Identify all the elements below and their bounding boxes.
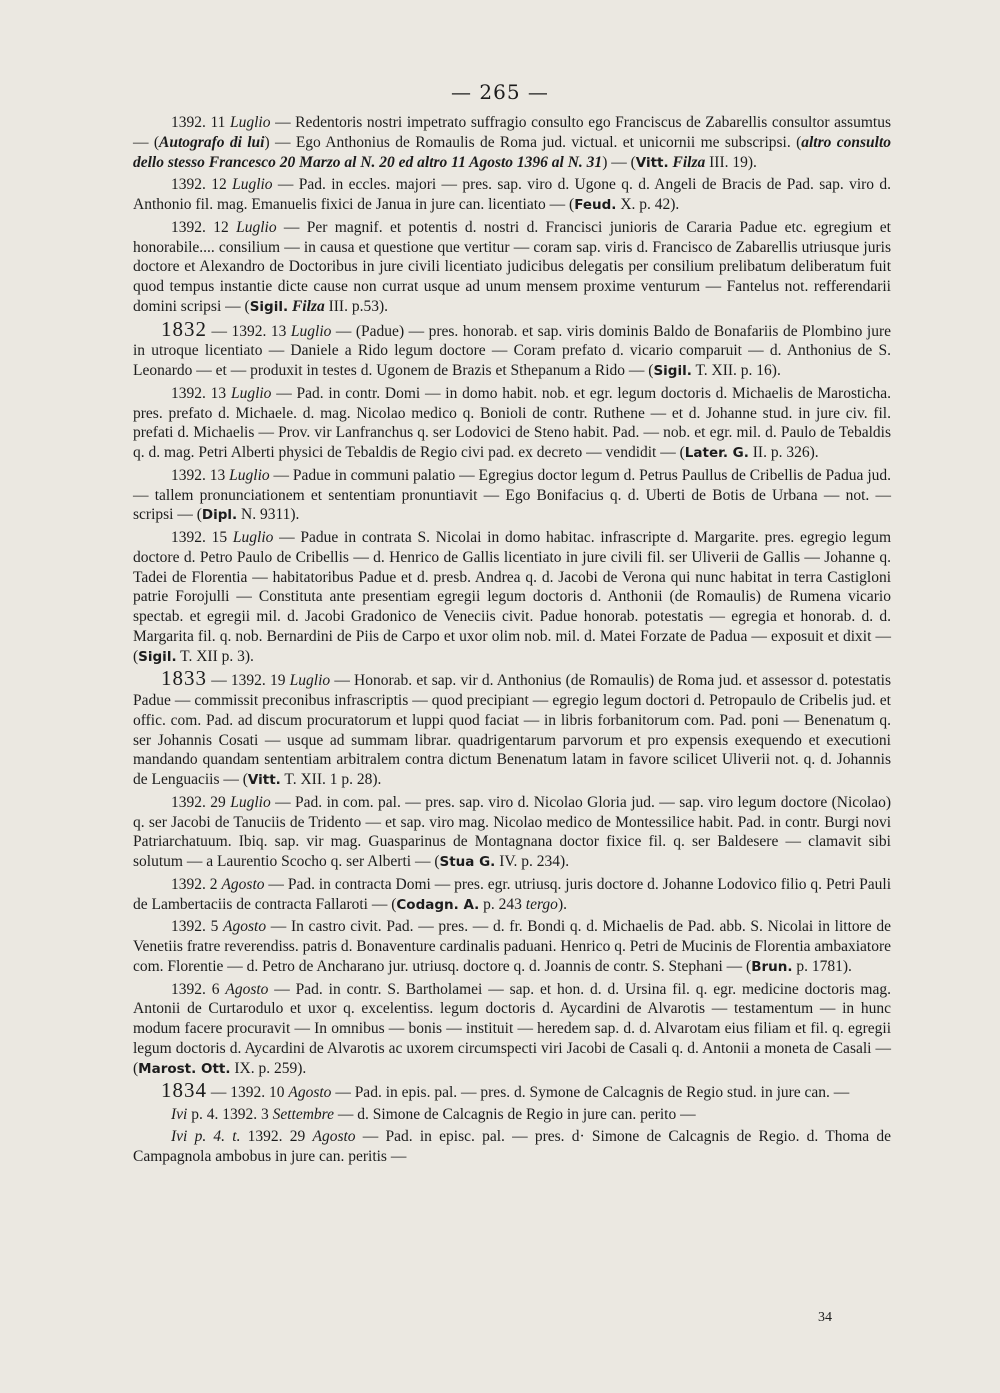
entry-reference: T. XII. 1 p. 28). <box>280 771 382 788</box>
entry-month: Agosto <box>221 875 265 893</box>
entry-date: 1392. 29 <box>171 793 231 811</box>
entry-9 <box>133 793 891 873</box>
entry-month: Agosto <box>223 918 267 936</box>
entry-month: Luglio <box>236 218 277 236</box>
entry-month: Luglio <box>230 384 272 402</box>
entry-reference: IX. p. 259). <box>230 1059 307 1077</box>
entry-reference: X. p. 42). <box>616 196 680 213</box>
entry-text: — Redentoris nostri impetrato suffragio consulto ego Franciscus de Zabarellis consultor assumtus — ( <box>133 114 891 151</box>
entry-source: Vitt. <box>635 154 669 171</box>
entry-4 <box>133 316 891 382</box>
entry-source: Feud. <box>574 197 617 213</box>
entry-reference: N. 9311). <box>237 506 300 524</box>
entry-reference: III. 19). <box>705 153 757 171</box>
entry-date: 1392. 12 <box>171 218 237 236</box>
entry-15 <box>133 1127 891 1167</box>
entry-date: 1392. 29 <box>240 1127 313 1145</box>
document-number: 1832 <box>161 316 207 341</box>
entry-13 <box>133 1078 891 1103</box>
signature-mark: 34 <box>818 1310 832 1325</box>
entry-date: 1392. 13 <box>171 384 231 402</box>
document-body <box>133 113 891 1168</box>
entry-month: Agosto <box>225 980 269 998</box>
entry-text: — In castro civit. Pad. — pres. — d. fr. Bondi q. d. Michaelis de Pad. abb. S. Nicolai in littore de Venetiis fratre reverendiss. patris d. Bonaventure cardinalis paduani. Henrico q. Petri de Mucinis de Florentia ambaxiatore com. Florentie — d. Petro de Ancharano jur. utriusq. doctore q. d. Joannis de contr. S. Stephani — ( <box>133 918 892 975</box>
entry-14 <box>133 1105 891 1125</box>
entry-text: — Pad. in eccles. majori — pres. sap. viro d. Ugone q. d. Angeli de Bracis de Pad. sap. viro d. Anthonio fil. mag. Emanuelis fixici de Janua in jure can. licentiato — ( <box>133 176 892 213</box>
entry-12 <box>133 980 891 1080</box>
entry-date: — 1392. 13 <box>207 322 291 340</box>
entry-text: — d. Simone de Calcagnis de Regio in jure can. perito — <box>334 1106 696 1123</box>
entry-text: — Pad. in contr. Domi — in domo habit. nob. et egr. legum doctoris d. Michaelis de Marosticha. pres. prefato d. Michaele. d. mag. Nicolao medico q. Bonioli de contr. Ruthene — et d. Johanne stud. in jure civ. fil. prefati d. Michaelis — Prov. vir Lanfranchus q. ser Lodovici de Steno habit. Pad. — nob. et egr. mil. d. Paulo de Tebaldis q. d. mag. Petri Alberti physici de Tebaldis de Regio civi pad. ex decreto — vendidit — ( <box>133 384 891 461</box>
entry-source: Vitt. <box>247 772 281 788</box>
entry-date: 1392. 6 <box>171 980 226 998</box>
entry-3 <box>133 218 891 318</box>
entry-date: 1392. 15 <box>171 529 233 546</box>
document-number: 1833 <box>161 666 207 691</box>
document-number: 1834 <box>161 1078 207 1103</box>
entry-source: Filza <box>672 153 706 171</box>
entry-source: Ivi <box>171 1106 188 1123</box>
entry-text: — Pad. in contracta Domi — pres. egr. utriusq. juris doctore d. Johanne Lodovico filio q. Petri Pauli de Lambertaciis de contracta Fallaroti — ( <box>133 875 892 913</box>
entry-month: Luglio <box>229 466 270 484</box>
entry-source: Sigil. <box>138 648 177 665</box>
entry-reference: IV. p. 234). <box>495 853 570 870</box>
entry-date: 1392. 11 <box>171 114 230 131</box>
entry-source: Dipl. <box>201 507 238 524</box>
entry-date: 1392. 13 <box>171 466 230 484</box>
entry-source: Later. G. <box>684 445 749 461</box>
page-number: — 265 — <box>451 80 549 104</box>
entry-text: — Padue in contrata S. Nicolai in domo habitac. infrascripte d. Margarite. pres. egregio legum doctore d. Petro Paulo de Cribellis — d. Henrico de Gallis licentiato in jure civili fil. ser Uliverii de Gallis — Johanne q. Tadei de Florentia — habitatoribus Padue et d. presb. Andrea q. d. Jacobi de Verona qui nunc habitat in terra Castigloni patrie Forojulli — Constituta ante presentiam egregii legum doctoris d. Anthonii (de Romaulis) de Rumena vicario spectab. et egregii mil. d. Jacobi Gradonico de Veneciis civit. Padue honorab. potestatis — egregia et honorab. d. d. Margarita fil. q. nob. Bernardini de Piis de Carpo et uxor olim nob. mil. d. Matei Forzate de Padua — exposuit et dixit — ( <box>133 529 891 665</box>
entry-reference: p. 243 <box>479 895 526 913</box>
entry-source: Filza <box>291 297 325 315</box>
entry-month: Luglio <box>230 114 271 131</box>
entry-text: — Honorab. et sap. vir d. Anthonius (de Romaulis) de Roma jud. et assessor d. potestatis Padue — commissit preconibus infrascriptis — quod precipiant — egregio legum doctori d. Petropaulo de Cribelis jud. et offic. com. Pad. ad discum procuratorum et luppi quod faciat — in libris forbanitorum com. Pad. poni — Benenatum q. ser Johannis Cosati — usque ad summam librar. quadrigentarum parvorum et pro expensis exequendo et executioni mandando quandam sententiam arbitralem contra dictum Benenatum latam in favore scilicet Uliverii not. q. d. Johannis de Lenguaciis — ( <box>133 672 892 788</box>
entry-10 <box>133 875 891 916</box>
entry-text: — Pad. in epis. pal. — pres. d. Symone de Calcagnis de Regio stud. in jure can. — <box>331 1084 850 1102</box>
entry-text: — Pad. in episc. pal. — pres. d· Simone de Calcagnis de Regio. d. Thoma de Campagnola ambobus in jure can. peritis — <box>133 1127 891 1165</box>
entry-source: Sigil. <box>653 363 692 379</box>
entry-reference: p. 1781). <box>792 957 852 975</box>
entry-month: Agosto <box>312 1127 356 1145</box>
entry-note: tergo <box>525 895 558 913</box>
entry-5 <box>133 384 891 464</box>
entry-source: Ivi p. 4. t. <box>171 1127 241 1145</box>
entry-text: ) — Ego Anthonius de Romaulis de Roma jud. victual. et unicornii me subscripsi. ( <box>264 133 802 151</box>
entry-text: — Padue in communi palatio — Egregius doctor legum d. Petrus Paullus de Cribellis de Padua jud. — tallem pronunciationem et sententiam pronuntiavit — Ego Bonifacius q. d. Uberti de Botis de Urbana — not. — scripsi — ( <box>133 466 891 524</box>
entry-month: Luglio <box>290 322 332 340</box>
entry-reference: II. p. 326). <box>748 444 819 461</box>
entry-text: — Per magnif. et potentis d. nostri d. Francisci junioris de Cararia Padue etc. egregium et honorabile.... consilium — in causa et questione que vertitur — coram sap. viris d. Francisco de Zabarellis utriusque juris doctore et Alexandro de Doctoribus in jure civili licentiato judicibus delegatis per consilium prelibatum deliberatum fuit quod tempus instantie dicte cause non currat usque ad unum mensem proxime venturum — Fantelus not. refferendarii domini scripsi — ( <box>133 218 891 315</box>
entry-1 <box>133 113 891 173</box>
entry-text: — Pad. in contr. S. Bartholamei — sap. et hon. d. d. Ursina fil. q. egr. medicine doctoris mag. Antonii de Curtarodulo et uxor q. excelentiss. legum doctoris d. Aycardini de Alvarotis — testamentum — in hunc modum facere procuravit — In omnibus — bonis — instituit — heredem sap. d. d. Alvarotam eius filiam et fil. q. egregii legum doctoris d. Aycardini de Alvarotis ac uxorem circumspecti viri Jacobi de Casali q. d. Antonii a moneta de Casali — ( <box>133 980 891 1077</box>
entry-note: altro consulto dello stesso Francesco 20 Marzo al N. 20 ed altro 11 Agosto 1396 al N. 31 <box>133 133 892 171</box>
entry-text: — Pad. in com. pal. — pres. sap. viro d. Nicolao Gloria jud. — sap. viro legum doctore (Nicolao) q. ser Jacobi de Tanuciis de Tridento — et sap. viro mag. Nicolao medico de Montessilice habit. Pad. in contr. Burgi novi Patriarchatuum. Ibiq. sap. vir mag. Guasparinus de Montagnana doctor fixice fil. q. ser Baldesere — clamavit sibi solutum — a Laurentio Scocho q. ser Alberti — ( <box>133 793 892 870</box>
entry-2 <box>133 175 891 216</box>
entry-reference: III. p.53). <box>324 297 388 315</box>
entry-source: Marost. Ott. <box>138 1060 231 1077</box>
entry-month: Agosto <box>288 1084 332 1102</box>
entry-source: Brun. <box>751 958 793 975</box>
entry-source: Codagn. A. <box>396 896 480 913</box>
entry-month: Luglio <box>232 529 274 546</box>
entry-note: Autografo di lui <box>159 133 265 151</box>
entry-month: Luglio <box>230 793 271 811</box>
entry-text: — (Padue) — pres. honorab. et sap. viris dominis Baldo de Bonafariis de Plombino jure in utroque licentiato — Daniele a Rido legum doctore — Coram prefato d. vicario comparuit — d. Anthonius de S. Leonardo — et — produxit in testes d. Ugonem de Brazis et Sthepanum a Rido — ( <box>133 322 891 379</box>
entry-date: p. 4. 1392. 3 <box>187 1106 273 1123</box>
entry-reference: T. XII. p. 16). <box>691 362 781 379</box>
entry-month: Luglio <box>232 176 273 194</box>
entry-text: ). <box>557 895 567 913</box>
entry-date: 1392. 2 <box>171 875 222 893</box>
entry-source: Stua G. <box>439 854 496 870</box>
entry-date: — 1392. 10 <box>207 1084 289 1102</box>
entry-date: 1392. 5 <box>171 918 224 936</box>
entry-6 <box>133 466 891 526</box>
entry-month: Settembre <box>272 1106 335 1123</box>
entry-date: 1392. 12 <box>171 176 233 194</box>
entry-source: Sigil. <box>249 298 289 315</box>
entry-11 <box>133 917 891 977</box>
entry-reference: T. XII p. 3). <box>176 647 254 665</box>
entry-text: ) — ( <box>602 153 636 171</box>
entry-8 <box>133 666 892 791</box>
entry-month: Luglio <box>289 672 331 690</box>
entry-7 <box>133 528 891 667</box>
entry-date: — 1392. 19 <box>207 672 290 690</box>
